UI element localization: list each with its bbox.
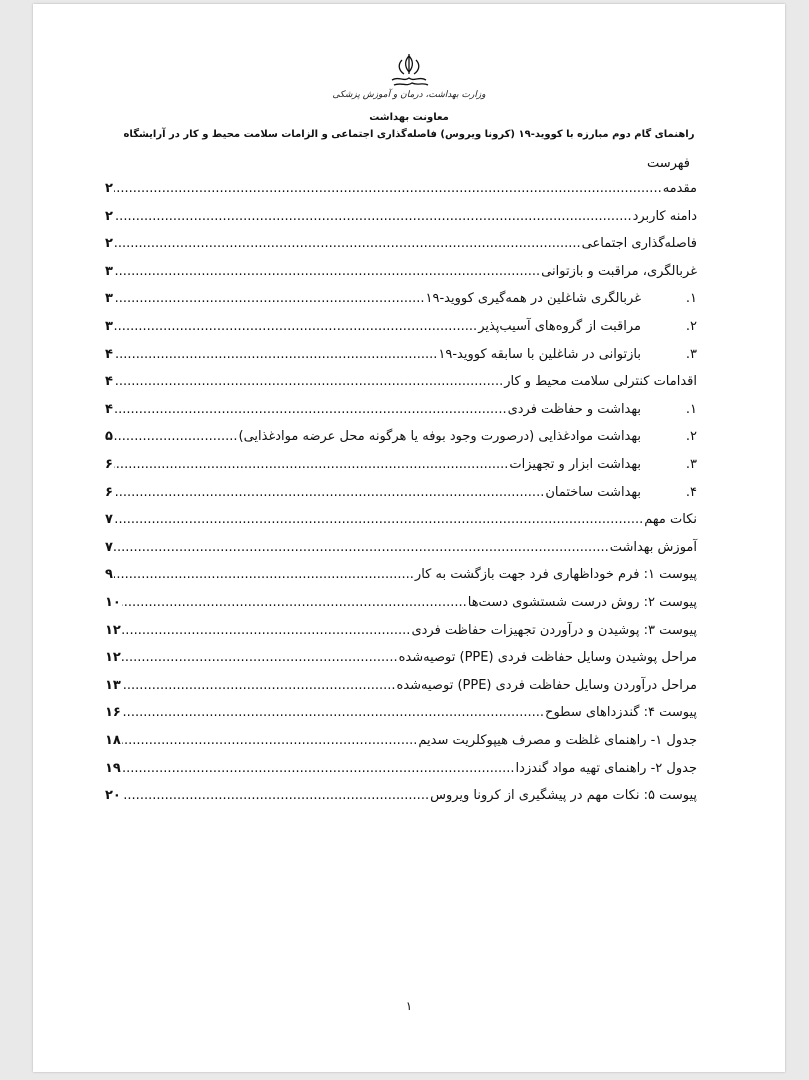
toc-leader-dots bbox=[114, 373, 503, 391]
toc-entry[interactable] bbox=[105, 539, 697, 557]
toc-entry-page: ۲ bbox=[105, 208, 113, 224]
toc-entry-title: مراحل درآوردن وسایل حفاظت فردی (PPE) توصیه‌شده bbox=[396, 677, 697, 693]
toc-entry-page: ۷ bbox=[105, 512, 113, 528]
toc-entry-title: پیوست ۳: پوشیدن و درآوردن تجهیزات حفاظت فردی bbox=[411, 622, 697, 638]
toc-leader-dots bbox=[122, 677, 396, 695]
toc-entry-title: غربالگری شاغلین در همه‌گیری کووید-۱۹ bbox=[425, 291, 641, 307]
toc-leader-dots bbox=[122, 649, 398, 667]
toc-leader-dots bbox=[122, 787, 429, 805]
toc-entry-title: بهداشت ابزار و تجهیزات bbox=[509, 457, 641, 472]
toc-entry-number: ۱. bbox=[685, 401, 697, 417]
toc-entry[interactable] bbox=[105, 208, 697, 226]
toc-entry[interactable] bbox=[105, 704, 697, 722]
toc-entry-title: مراحل پوشیدن وسایل حفاظت فردی (PPE) توصیه‌شده bbox=[398, 650, 697, 666]
toc-leader-dots bbox=[122, 622, 411, 640]
toc-entry[interactable] bbox=[105, 456, 697, 474]
toc-leader-dots bbox=[114, 180, 662, 198]
toc-entry-number: ۲. bbox=[685, 429, 697, 445]
toc-entry-title: اقدامات کنترلی سلامت محیط و کار bbox=[504, 374, 697, 390]
toc-entry[interactable] bbox=[105, 649, 697, 667]
toc-entry-title: جدول ۲- راهنمای تهیه مواد گندزدا bbox=[515, 760, 697, 776]
toc-entry[interactable] bbox=[105, 263, 697, 281]
toc-entry-page: ۳ bbox=[105, 291, 113, 307]
toc-entry-page: ۴ bbox=[105, 346, 113, 362]
toc-leader-dots bbox=[114, 484, 544, 502]
toc-entry-number: ۲. bbox=[685, 319, 697, 334]
toc-entry-title: مقدمه bbox=[662, 181, 697, 196]
toc-entry-title: دامنه کاربرد bbox=[632, 208, 697, 224]
toc-entry-page: ۴ bbox=[105, 401, 113, 417]
toc-entry-title: آموزش بهداشت bbox=[609, 539, 697, 555]
toc-entry-page: ۱۹ bbox=[105, 760, 121, 776]
toc-leader-dots bbox=[114, 539, 609, 557]
toc-leader-dots bbox=[122, 594, 467, 612]
toc-entry[interactable] bbox=[105, 594, 697, 612]
toc-heading: فهرست bbox=[646, 156, 690, 171]
deputy-name: معاونت بهداشت bbox=[369, 112, 449, 123]
toc-entry[interactable] bbox=[105, 622, 697, 640]
page-number: ۱ bbox=[405, 999, 413, 1013]
toc-entry-page: ۲۰ bbox=[105, 788, 121, 804]
toc-entry-page: ۱۰ bbox=[105, 595, 121, 610]
toc-leader-dots bbox=[114, 566, 414, 584]
toc-entry-number: ۴. bbox=[685, 484, 697, 500]
toc-entry-page: ۲ bbox=[105, 181, 113, 196]
toc-leader-dots bbox=[122, 760, 515, 778]
toc-entry[interactable] bbox=[105, 566, 697, 584]
toc-leader-dots bbox=[114, 290, 425, 308]
toc-entry-number: ۳. bbox=[685, 457, 697, 472]
toc-entry[interactable] bbox=[105, 401, 697, 419]
toc-entry-page: ۷ bbox=[105, 539, 113, 555]
toc-leader-dots bbox=[114, 263, 540, 281]
toc-leader-dots bbox=[122, 732, 417, 750]
toc-entry-title: بهداشت و حفاظت فردی bbox=[507, 401, 641, 417]
toc-entry-title: بازتوانی در شاغلین با سابقه کووید-۱۹ bbox=[438, 346, 641, 362]
toc-entry-page: ۱۲ bbox=[105, 622, 121, 638]
toc-entry[interactable] bbox=[105, 235, 697, 253]
toc-entry-number: ۱. bbox=[685, 291, 697, 307]
toc-entry-title: غربالگری، مراقبت و بازتوانی bbox=[541, 263, 697, 279]
toc-entry[interactable] bbox=[105, 373, 697, 391]
toc-entry[interactable] bbox=[105, 732, 697, 750]
toc-leader-dots bbox=[114, 318, 477, 336]
toc-entry[interactable] bbox=[105, 428, 697, 446]
toc-leader-dots bbox=[114, 428, 238, 446]
toc-entry[interactable] bbox=[105, 760, 697, 778]
toc-entry[interactable] bbox=[105, 180, 697, 198]
toc-entry-title: پیوست ۵: نکات مهم در پیشگیری از کرونا ویروس bbox=[430, 788, 697, 804]
toc-entry[interactable] bbox=[105, 511, 697, 529]
toc-entry-title: نکات مهم bbox=[644, 512, 697, 528]
toc-entry-title: پیوست ۲: روش درست شستشوی دست‌ها bbox=[467, 595, 697, 610]
toc-entry-page: ۹ bbox=[105, 567, 113, 583]
toc-entry-title: بهداشت موادغذایی (درصورت وجود بوفه یا هرگونه محل عرضه موادغذایی) bbox=[238, 429, 641, 445]
toc-entry-page: ۱۸ bbox=[105, 733, 121, 748]
toc-entry-title: پیوست ۴: گندزداهای سطوح bbox=[545, 705, 697, 721]
toc-entry-page: ۱۲ bbox=[105, 650, 121, 666]
toc-entry-title: پیوست ۱: فرم خوداظهاری فرد جهت بازگشت به کار bbox=[414, 567, 697, 583]
toc-entry-number: ۳. bbox=[685, 346, 697, 362]
toc-entry-title: مراقبت از گروه‌های آسیب‌پذیر bbox=[478, 319, 641, 334]
toc-entry[interactable] bbox=[105, 484, 697, 502]
toc-entry[interactable] bbox=[105, 290, 697, 308]
document-title: راهنمای گام دوم مبارزه با کووید-۱۹ (کرونا ویروس) فاصله‌گذاری اجتماعی و الزامات سلامت محیط و کار در آرایشگاه bbox=[123, 129, 695, 140]
toc-entry[interactable] bbox=[105, 346, 697, 364]
toc-entry-page: ۲ bbox=[105, 236, 113, 252]
toc-leader-dots bbox=[114, 401, 507, 419]
toc-entry-title: فاصله‌گذاری اجتماعی bbox=[581, 236, 697, 252]
toc-leader-dots bbox=[114, 511, 643, 529]
toc-entry[interactable] bbox=[105, 677, 697, 695]
toc-leader-dots bbox=[114, 346, 437, 364]
toc-entry-page: ۴ bbox=[105, 374, 113, 390]
toc-entry-title: بهداشت ساختمان bbox=[545, 484, 641, 500]
toc-leader-dots bbox=[114, 456, 508, 474]
toc-leader-dots bbox=[122, 704, 544, 722]
toc-entry-page: ۶ bbox=[105, 457, 113, 472]
toc-entry[interactable] bbox=[105, 318, 697, 336]
toc-leader-dots bbox=[114, 235, 581, 253]
table-of-contents bbox=[33, 4, 785, 1072]
document-page bbox=[33, 4, 785, 1072]
toc-entry-page: ۶ bbox=[105, 484, 113, 500]
toc-leader-dots bbox=[114, 208, 632, 226]
toc-entry-page: ۳ bbox=[105, 263, 113, 279]
toc-entry[interactable] bbox=[105, 787, 697, 805]
toc-entry-title: جدول ۱- راهنمای غلظت و مصرف هیپوکلریت سدیم bbox=[418, 733, 697, 748]
toc-entry-page: ۳ bbox=[105, 319, 113, 334]
toc-entry-page: ۱۳ bbox=[105, 677, 121, 693]
ministry-name: وزارت بهداشت، درمان و آموزش پزشکی bbox=[332, 90, 486, 100]
toc-entry-page: ۱۶ bbox=[105, 705, 121, 721]
toc-entry-page: ۵ bbox=[105, 429, 113, 445]
